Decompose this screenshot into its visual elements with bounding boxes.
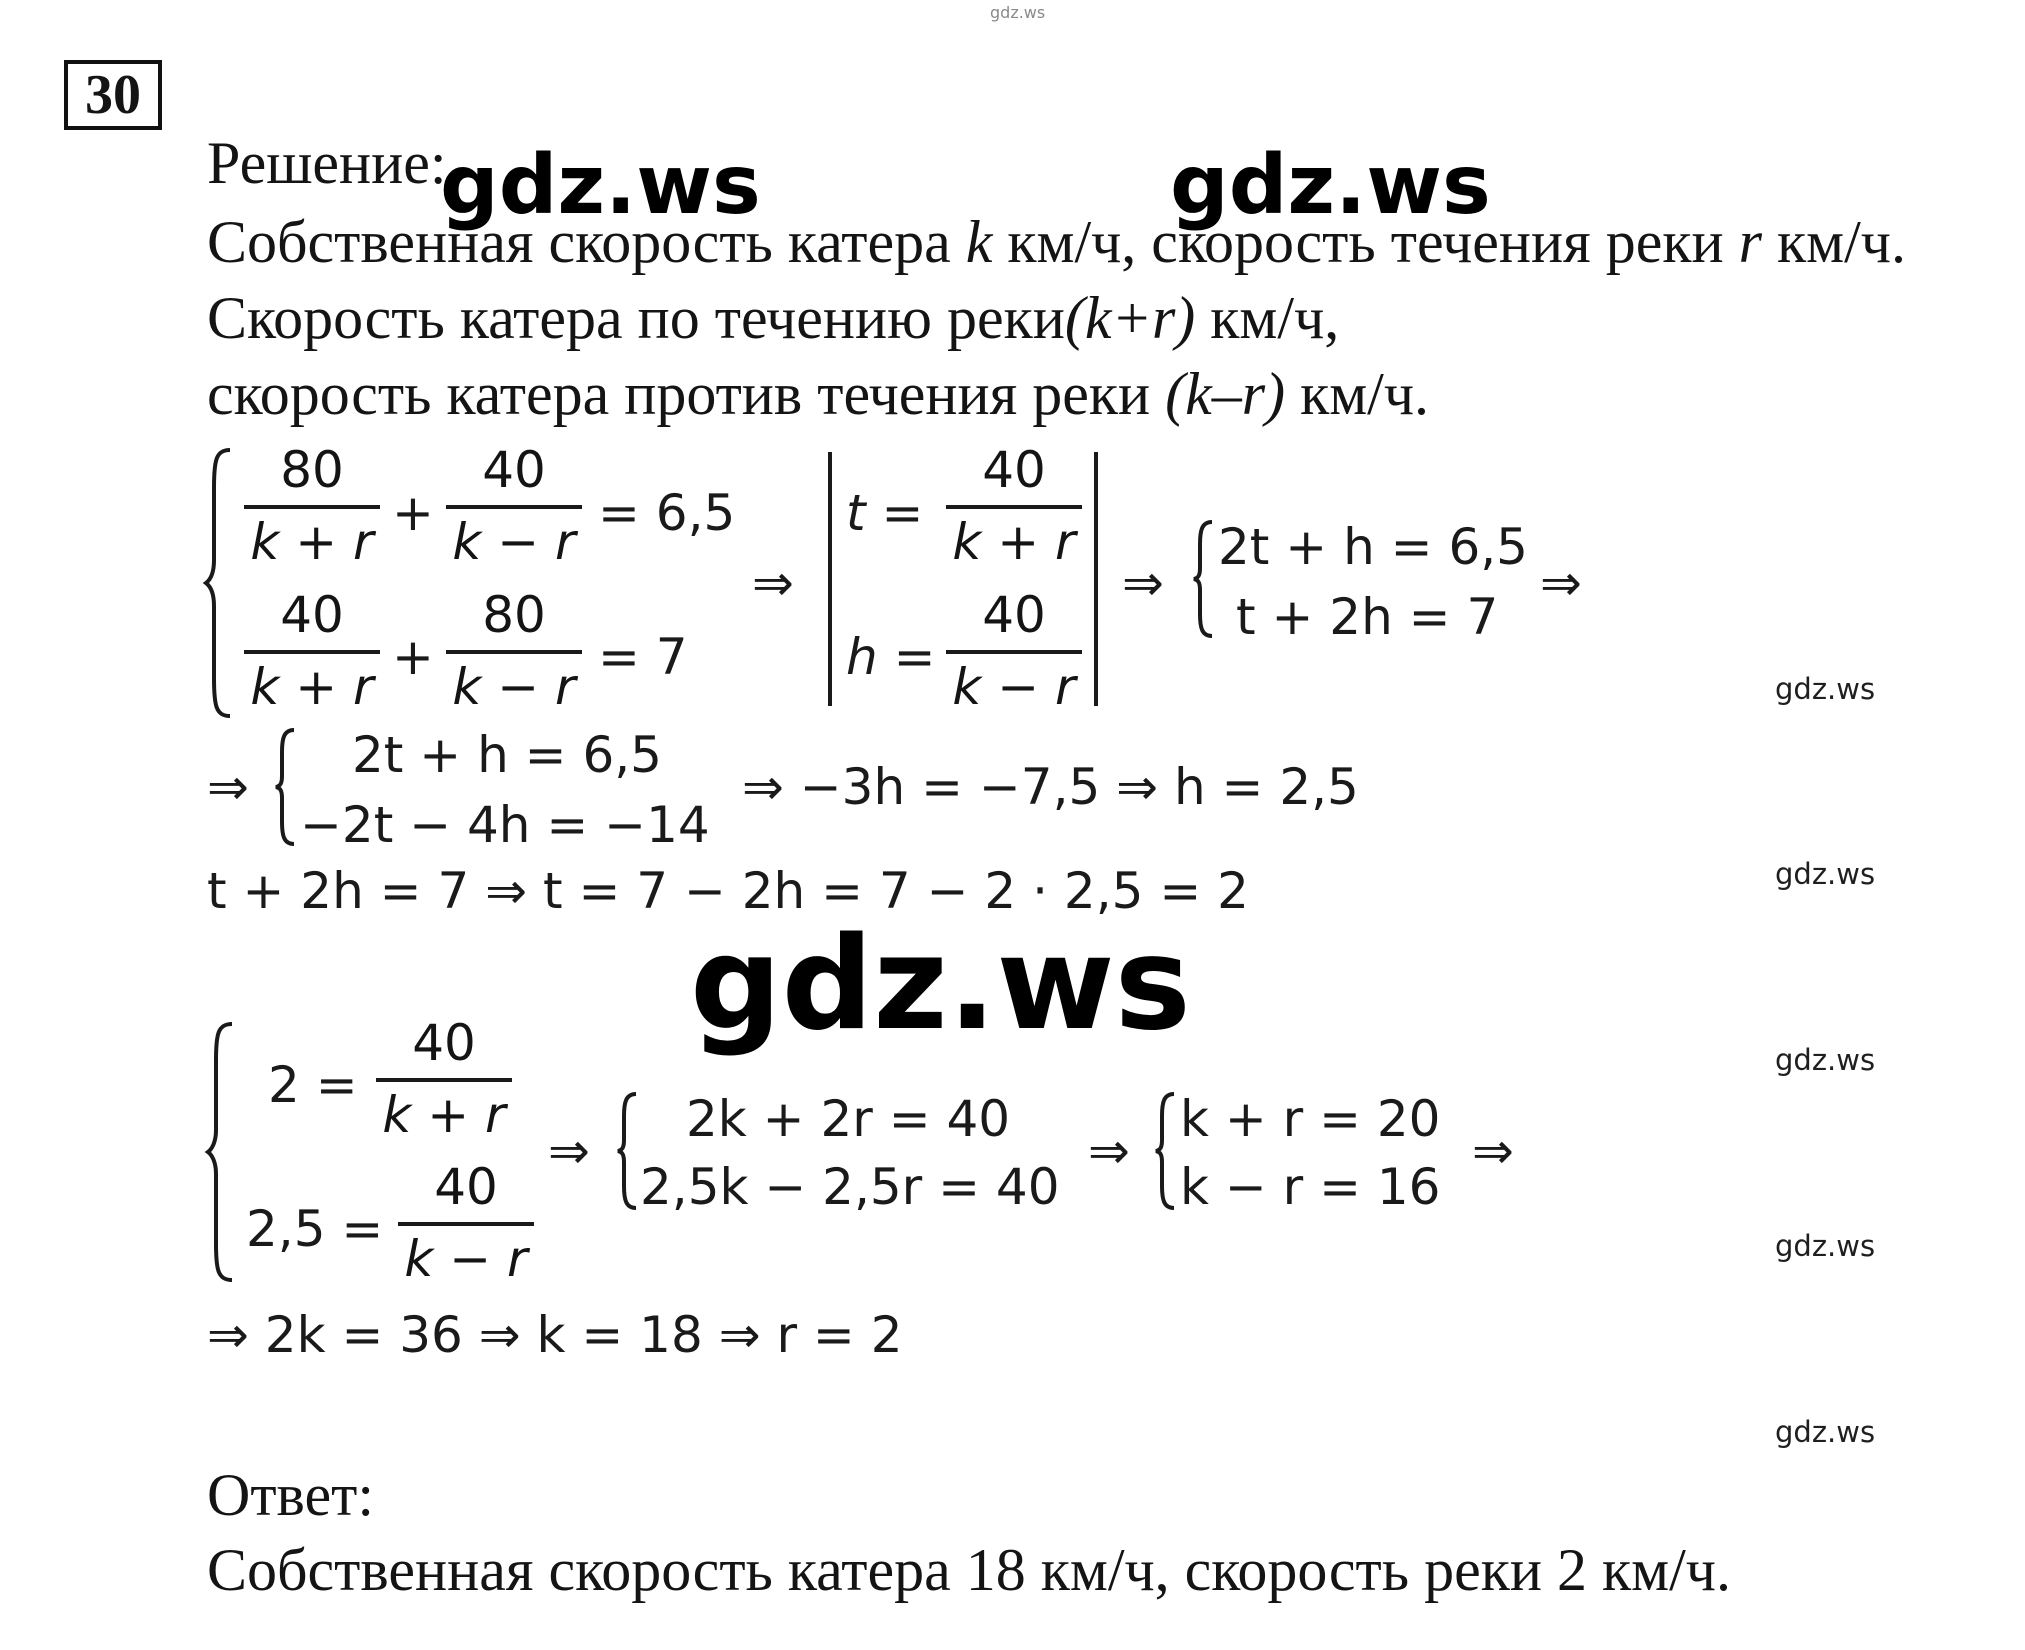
- watermark-small-5: gdz.ws: [1775, 1415, 1876, 1449]
- intro-line-1-a: Собственная скорость катера: [207, 209, 966, 275]
- substitution-t-frac: [946, 441, 1082, 571]
- expr-k-plus-r: (k+r): [1064, 285, 1196, 351]
- system1-eq1-frac2: [446, 441, 582, 571]
- frac-denominator: k + r: [250, 513, 374, 571]
- substitution-h-frac: [946, 586, 1082, 716]
- intro-line-3: [207, 361, 1430, 427]
- frac-denominator: k − r: [404, 1230, 528, 1288]
- system1-eq2-frac2: [446, 586, 582, 716]
- system2-implies-1: ⇒: [548, 1122, 590, 1180]
- system2-right-b: k − r = 16: [1180, 1158, 1441, 1216]
- implies-arrow-2: ⇒: [1122, 554, 1164, 612]
- frac-denominator: k + r: [250, 658, 374, 716]
- implies-arrow-1: ⇒: [752, 554, 794, 612]
- watermark-small-4: gdz.ws: [1775, 1229, 1876, 1263]
- system1-brace: [204, 448, 234, 718]
- system1-tsys-b: t + 2h = 7: [1236, 588, 1499, 646]
- substitution-h-label: h =: [846, 628, 936, 686]
- system2-right-brace: [1154, 1092, 1178, 1210]
- system2-implies-2: ⇒: [1088, 1122, 1130, 1180]
- frac-denominator: k − r: [952, 658, 1076, 716]
- system1-eq2-plus: +: [392, 628, 434, 686]
- watermark-big-2: gdz.ws: [1170, 138, 1491, 233]
- system1-tsys-a: 2t + h = 6,5: [1218, 518, 1528, 576]
- frac-numerator: 40: [376, 1018, 512, 1082]
- line-a-result: ⇒ −3h = −7,5 ⇒ h = 2,5: [742, 758, 1359, 816]
- intro-line-3-b: км/ч.: [1285, 361, 1430, 427]
- system1-tsys-brace: [1192, 520, 1216, 638]
- system1-eq1-plus: +: [392, 484, 434, 542]
- intro-line-1-b: км/ч, скорость течения реки: [992, 209, 1739, 275]
- system2-eq2-frac: [398, 1158, 534, 1288]
- var-k: k: [965, 209, 993, 275]
- system2-brace: [206, 1022, 236, 1282]
- system1-eq1-rhs: = 6,5: [598, 484, 736, 542]
- frac-numerator: 40: [946, 590, 1082, 654]
- frac-numerator: 40: [244, 590, 380, 654]
- frac-numerator: 80: [244, 445, 380, 509]
- system2-implies-3: ⇒: [1472, 1122, 1514, 1180]
- system1-eq2-frac1: [244, 586, 380, 716]
- watermark-top: gdz.ws: [990, 3, 1046, 22]
- system2-eq1-lhs: 2 =: [268, 1056, 358, 1114]
- system2-mid-brace: [616, 1092, 640, 1210]
- system1-eq2-rhs: = 7: [598, 628, 688, 686]
- system2-eq1-frac: [376, 1014, 512, 1144]
- intro-line-2: [207, 285, 1340, 351]
- var-r: r: [1738, 209, 1762, 275]
- frac-denominator: k + r: [382, 1086, 506, 1144]
- line-a-sys-a: 2t + h = 6,5: [352, 726, 662, 784]
- frac-numerator: 80: [446, 590, 582, 654]
- watermark-big-1: gdz.ws: [440, 138, 761, 233]
- frac-numerator: 40: [398, 1162, 534, 1226]
- line-a-sys-b: −2t − 4h = −14: [300, 796, 710, 854]
- frac-numerator: 40: [946, 445, 1082, 509]
- system2-eq2-lhs: 2,5 =: [246, 1200, 384, 1258]
- line-c: ⇒ 2k = 36 ⇒ k = 18 ⇒ r = 2: [207, 1306, 903, 1364]
- intro-line-2-a: Скорость катера по течению реки: [207, 285, 1065, 351]
- substitution-t-label: t =: [846, 484, 924, 542]
- frac-numerator: 40: [446, 445, 582, 509]
- solution-label: Решение:: [207, 130, 447, 196]
- implies-arrow-3: ⇒: [1540, 554, 1582, 612]
- watermark-small-3: gdz.ws: [1775, 1043, 1876, 1077]
- intro-line-2-b: км/ч,: [1195, 285, 1340, 351]
- frac-denominator: k + r: [952, 513, 1076, 571]
- line-a-brace: [274, 728, 298, 846]
- frac-denominator: k − r: [452, 658, 576, 716]
- line-b: t + 2h = 7 ⇒ t = 7 − 2h = 7 − 2 · 2,5 = 2: [207, 862, 1249, 920]
- answer-text: Собственная скорость катера 18 км/ч, скорость реки 2 км/ч.: [207, 1537, 1731, 1603]
- answer-label: Ответ:: [207, 1462, 375, 1528]
- expr-k-minus-r: (k–r): [1165, 361, 1286, 427]
- intro-line-1-c: км/ч.: [1761, 209, 1906, 275]
- watermark-small-2: gdz.ws: [1775, 857, 1876, 891]
- system1-eq1-frac1: [244, 441, 380, 571]
- problem-number: 30: [64, 60, 162, 130]
- intro-line-3-a: скорость катера против течения реки: [207, 361, 1166, 427]
- line-a-implies: ⇒: [207, 758, 249, 816]
- watermark-big-3: gdz.ws: [690, 910, 1191, 1059]
- system2-right-a: k + r = 20: [1180, 1090, 1441, 1148]
- watermark-small-1: gdz.ws: [1775, 672, 1876, 706]
- system2-mid-a: 2k + 2r = 40: [686, 1090, 1011, 1148]
- system2-mid-b: 2,5k − 2,5r = 40: [640, 1158, 1060, 1216]
- frac-denominator: k − r: [452, 513, 576, 571]
